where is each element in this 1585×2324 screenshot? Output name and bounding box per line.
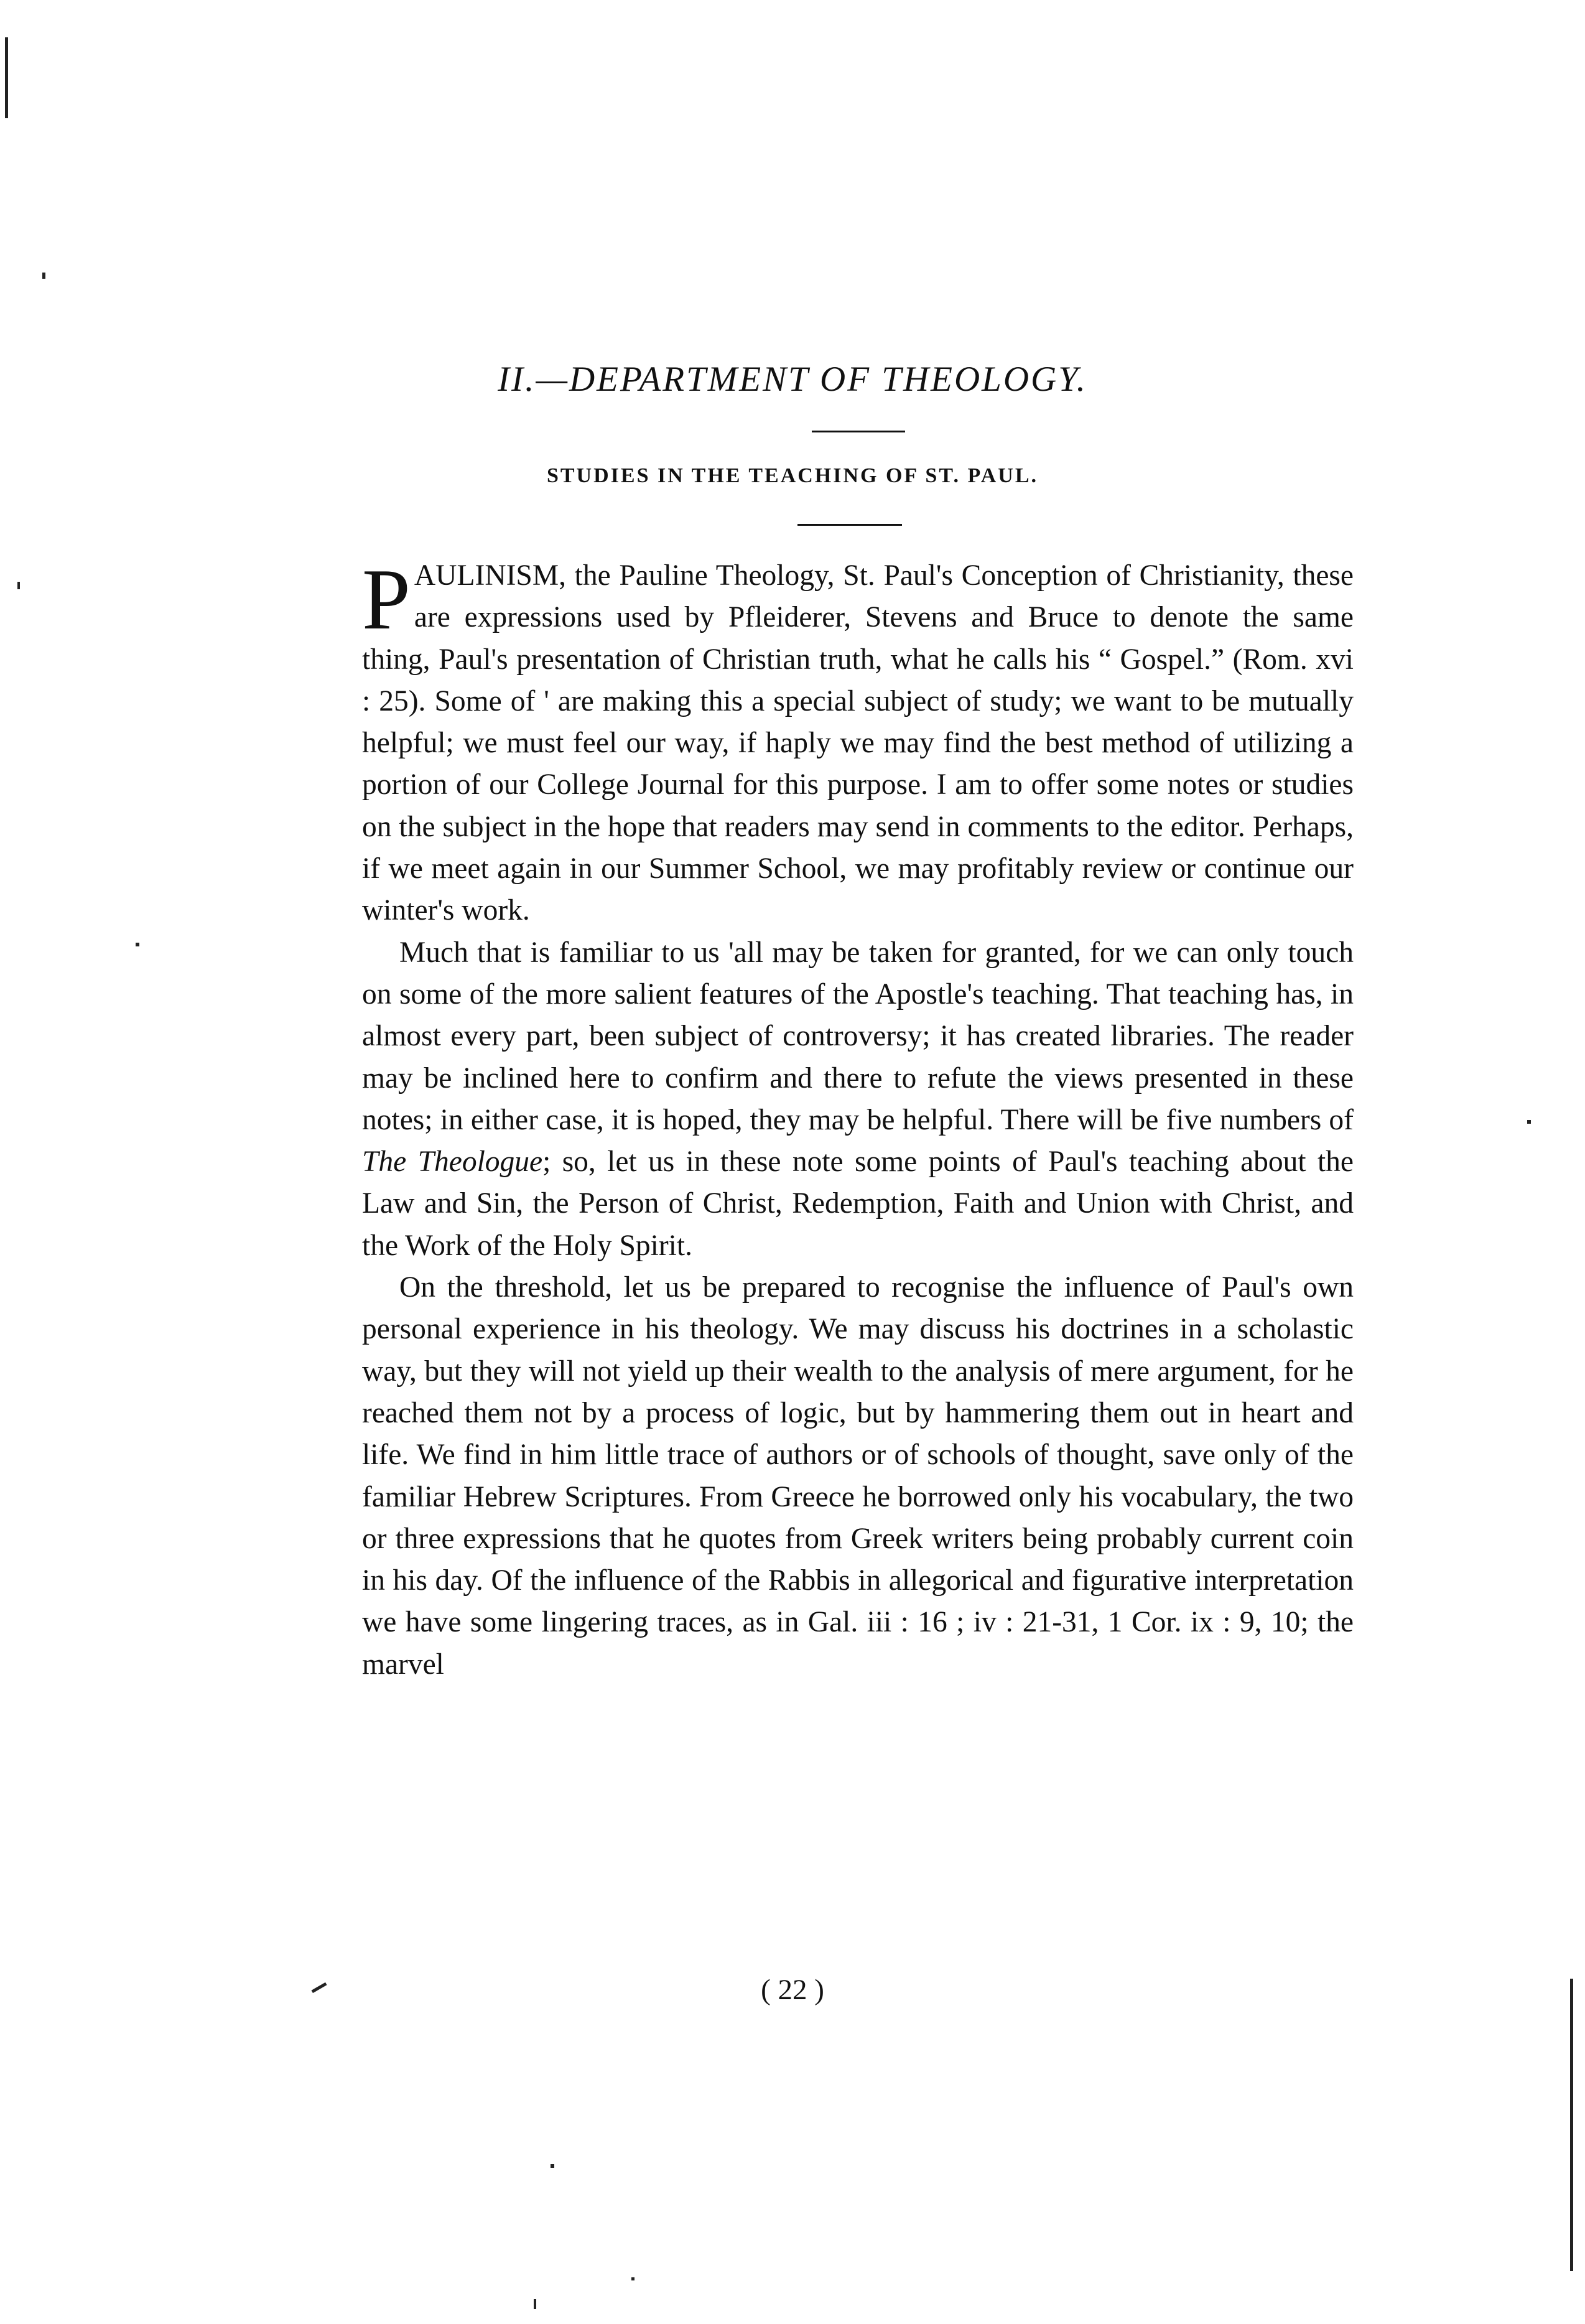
title-divider-bottom — [797, 524, 902, 526]
drop-cap: P — [362, 551, 411, 648]
scan-speck — [1527, 1120, 1531, 1124]
scan-speck — [42, 273, 45, 279]
scan-speck — [631, 2277, 634, 2280]
department-title: II.—DEPARTMENT OF THEOLOGY. — [498, 360, 1087, 399]
scan-speck — [136, 943, 139, 946]
article-title: STUDIES IN THE TEACHING OF ST. PAUL. — [546, 464, 1039, 487]
scan-speck — [534, 2299, 536, 2309]
paragraph-2-text-start: Much that is familiar to us 'all may be taken for granted, for we can only touch on some of the more salient features of the Apostle's teaching. That teaching has, in almost every part, been subject of controversy; it has created libraries. The reader may be inclined here to confirm and there to refute the views presented in these notes; in either case, it is hoped, they may be helpful. There will be five numbers of — [362, 936, 1354, 1136]
article-body — [362, 551, 1354, 1686]
page-number: ( 22 ) — [761, 1974, 824, 2006]
scan-speck — [551, 2164, 554, 2168]
title-divider-top — [812, 431, 905, 432]
paragraph-3-text: On the threshold, let us be prepared to recognise the influence of Paul's own personal experience in his theology. We may discuss his doctrines in a scholastic way, but they will not yield up their wealth to the analysis of mere argument, for he reached them not by a process of logic, but by hammering them out in heart and life. We find in him little trace of authors or of schools of thought, save only of the familiar Hebrew Scriptures. From Greece he borrowed only his vocabulary, the two or three expressions that he quotes from Greek writers being probably current coin in his day. Of the influence of the Rabbis in allegorical and figurative interpretation we have some lingering traces, as in Gal. iii : 16 ; iv : 21-31, 1 Cor. ix : 9, 10; the marvel — [362, 1271, 1354, 1681]
paragraph-1-text: AULINISM, the Pauline Theology, St. Paul's Conception of Christianity, these are expressions used by Pfleiderer, Stevens and Bruce to denote the same thing, Paul's presentation of Christian truth, what he calls his “ Gospel.” (Rom. xvi : 25). Some of ' are making this a special subject of study; we want to be mutually helpful; we must feel our way, if haply we may find the best method of utilizing a portion of our College Journal for this purpose. I am to offer some notes or studies on the subject in the hope that readers may send in comments to the editor. Perhaps, if we meet again in our Summer School, we may profitably review or continue our winter's work. — [362, 559, 1354, 927]
paragraph-3 — [362, 1267, 1354, 1686]
paragraph-2 — [362, 932, 1354, 1267]
publication-name: The Theologue — [362, 1146, 543, 1178]
paragraph-1 — [362, 551, 1354, 932]
scan-edge-mark-top-left — [5, 37, 8, 118]
scan-edge-mark-bottom-right — [1570, 1979, 1573, 2271]
scan-speck — [17, 582, 20, 589]
paragraph-2-text-end: ; so, let us in these note some points of Paul's teaching about the Law and Sin, the Person of Christ, Redemption, Faith and Union with Christ, and the Work of the Holy Spirit. — [362, 1146, 1354, 1262]
